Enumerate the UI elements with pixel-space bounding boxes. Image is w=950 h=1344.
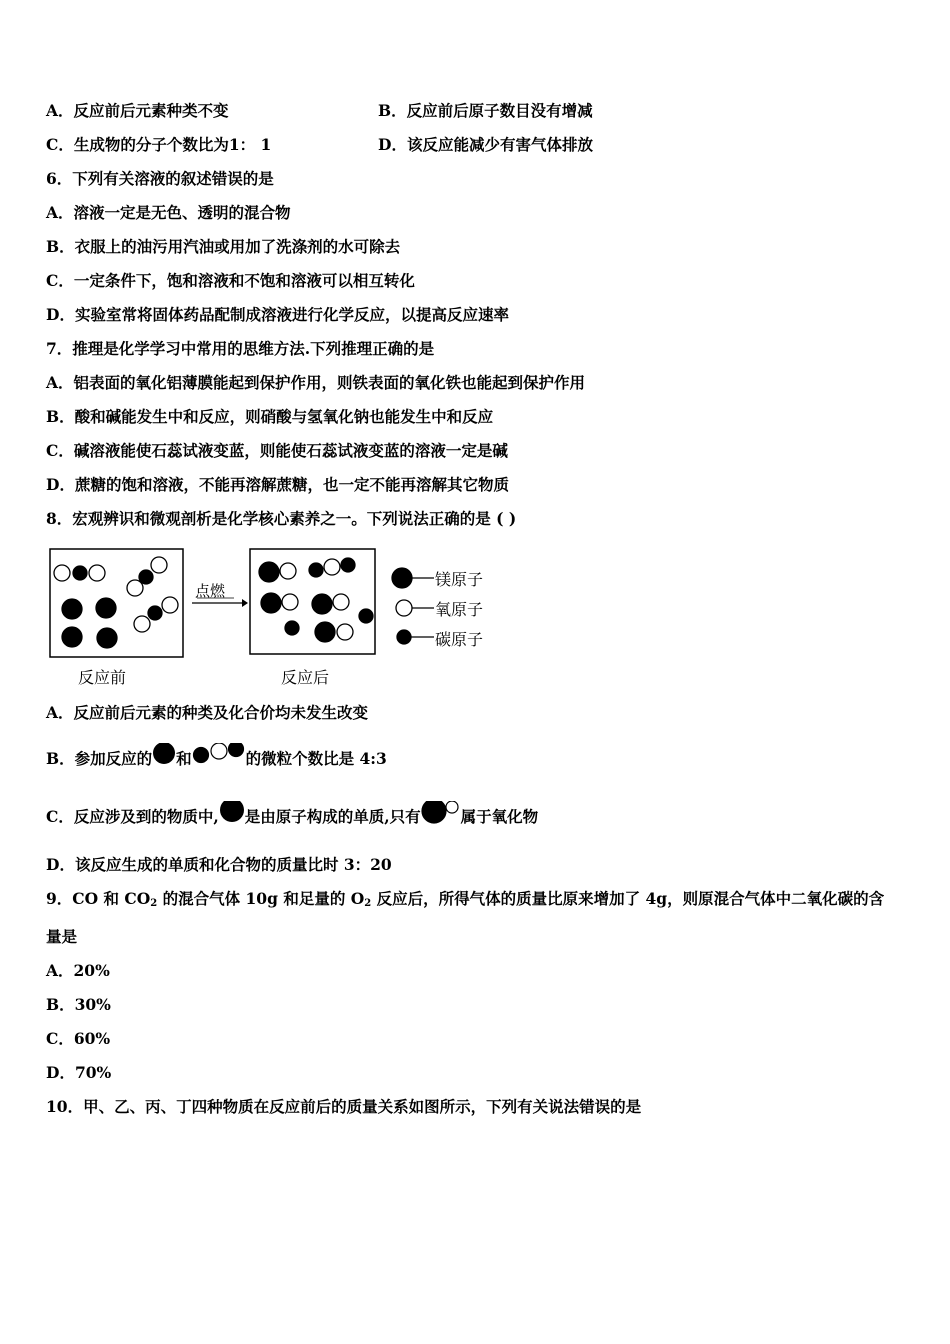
q8-stem: 8．宏观辨识和微观剖析是化学核心素养之一。下列说法正确的是 ( ) [46, 509, 517, 528]
q9-stem-part3: 反应后，所得气体的质量比原来增加了 4g，则原混合气体中二氧化碳的含 [371, 889, 885, 908]
q9-stem [46, 888, 884, 915]
q5-option-c: C．生成物的分子个数比为1： 1 [46, 135, 272, 154]
mg-atom [261, 593, 281, 613]
q6-option-c: C．一定条件下，饱和溶液和不饱和溶液可以相互转化 [46, 271, 415, 290]
c-atom [359, 609, 373, 623]
c-atom [309, 563, 323, 577]
mg-atom [62, 599, 82, 619]
mg-atom [312, 594, 332, 614]
o-atom [134, 616, 150, 632]
o-atom [162, 597, 178, 613]
q8-option-c-post: 属于氧化物 [460, 807, 539, 826]
arrow-label: 点燃 [195, 582, 226, 600]
q8-option-d: D．该反应生成的单质和化合物的质量比时 3：20 [46, 855, 392, 874]
q7-option-b: B．酸和碱能发生中和反应，则硝酸与氢氧化钠也能发生中和反应 [46, 407, 494, 426]
c-atom [285, 621, 299, 635]
mg-atom [96, 598, 116, 618]
o-atom [151, 557, 167, 573]
legend-mg-icon [392, 568, 412, 588]
q8-option-b-post: 的微粒个数比是 4:3 [245, 749, 387, 768]
q7-stem: 7．推理是化学学习中常用的思维方法.下列推理正确的是 [46, 339, 435, 358]
q6-option-b: B．衣服上的油污用汽油或用加了洗涤剂的水可除去 [46, 237, 401, 256]
q8-option-b [46, 742, 387, 777]
q5-option-d: D．该反应能减少有害气体排放 [378, 135, 593, 154]
q8-option-a: A．反应前后元素的种类及化合价均未发生改变 [46, 703, 369, 722]
q6-option-d: D．实验室常将固体药品配制成溶液进行化学反应，以提高反应速率 [46, 305, 509, 324]
legend-o-icon [396, 600, 412, 616]
q9-stem-part2: 的混合气体 10g 和足量的 O [157, 889, 365, 908]
q8-option-c-pre: C．反应涉及到的物质中, [46, 807, 219, 826]
o-atom [282, 594, 298, 610]
q9-option-d: D．70% [46, 1063, 112, 1082]
arrow-head [242, 599, 248, 607]
o-atom [333, 594, 349, 610]
o-atom [324, 559, 340, 575]
o-atom [54, 565, 70, 581]
mg-atom [315, 622, 335, 642]
q7-option-a: A．铝表面的氧化铝薄膜能起到保护作用，则铁表面的氧化铁也能起到保护作用 [46, 373, 586, 392]
q9-option-c: C．60% [46, 1029, 111, 1048]
q8-option-b-mid: 和 [176, 749, 192, 768]
mgo-molecule-icon [421, 801, 461, 835]
q8-option-c [46, 800, 538, 835]
o-atom [89, 565, 105, 581]
q6-stem: 6．下列有关溶液的叙述错误的是 [46, 169, 274, 188]
before-label: 反应前 [78, 668, 127, 687]
q9-subscript: 2 [150, 898, 158, 909]
mg-atom-icon [152, 743, 176, 777]
q9-option-a: A．20% [46, 961, 110, 980]
legend-mg-label: 镁原子 [435, 570, 484, 589]
reaction-diagram [48, 546, 508, 695]
co2-molecule-icon [192, 743, 246, 777]
q5-option-b: B．反应前后原子数目没有增减 [378, 101, 593, 120]
before-particles [54, 557, 178, 648]
mg-atom-icon [219, 801, 245, 835]
mg-atom [259, 562, 279, 582]
o-atom [127, 580, 143, 596]
mg-atom [62, 627, 82, 647]
c-atom [341, 558, 355, 572]
legend-c-icon [397, 630, 411, 644]
c-atom [73, 566, 87, 580]
q6-option-a: A．溶液一定是无色、透明的混合物 [46, 203, 291, 222]
q8-option-b-pre: B．参加反应的 [46, 749, 153, 768]
q5-option-a: A．反应前后元素种类不变 [46, 101, 229, 120]
q9-option-b: B．30% [46, 995, 111, 1014]
q9-subscript: 2 [364, 898, 372, 909]
q7-option-c: C．碱溶液能使石蕊试液变蓝，则能使石蕊试液变蓝的溶液一定是碱 [46, 441, 508, 460]
o-atom [280, 563, 296, 579]
o-atom [337, 624, 353, 640]
legend [392, 568, 434, 644]
legend-c-label: 碳原子 [435, 630, 484, 649]
q8-option-c-mid: 是由原子构成的单质,只有 [244, 807, 421, 826]
after-label: 反应后 [281, 668, 330, 687]
q9-stem-line2: 量是 [46, 927, 78, 946]
q7-option-d: D．蔗糖的饱和溶液，不能再溶解蔗糖，也一定不能再溶解其它物质 [46, 475, 509, 494]
q9-stem-part1: 9．CO 和 CO [46, 889, 151, 908]
legend-o-label: 氧原子 [435, 600, 484, 619]
c-atom [148, 606, 162, 620]
after-particles [259, 558, 373, 642]
mg-atom [97, 628, 117, 648]
q10-stem: 10．甲、乙、丙、丁四种物质在反应前后的质量关系如图所示，下列有关说法错误的是 [46, 1097, 642, 1116]
